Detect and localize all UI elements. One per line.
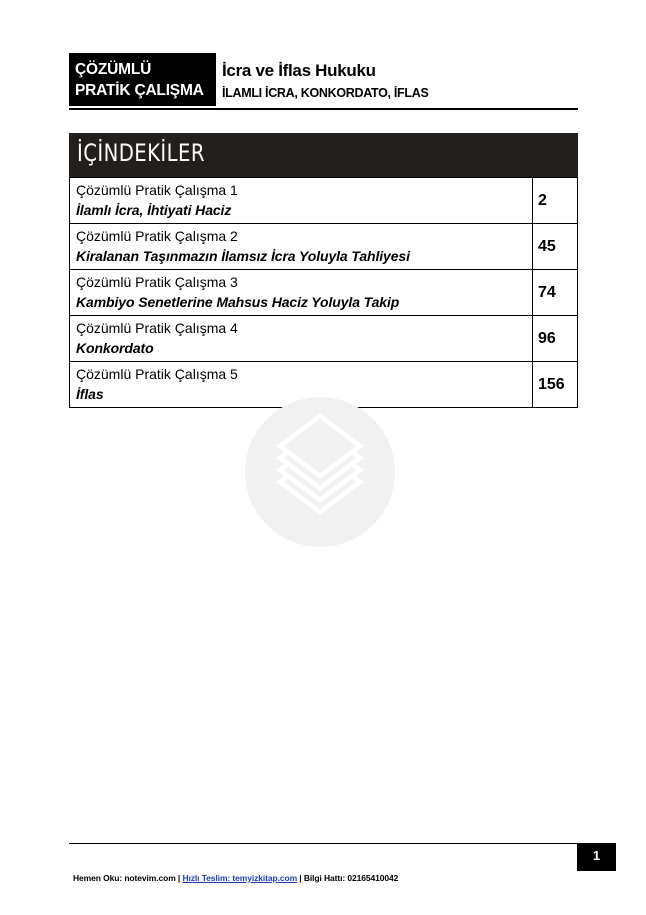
series-badge [69, 53, 216, 106]
toc-entry-title: İlamlı İcra, İhtiyati Haciz [76, 201, 232, 218]
toc-heading-bar [69, 133, 578, 177]
toc-entry-title: İflas [76, 385, 104, 402]
watermark-logo [245, 397, 395, 547]
toc-entry-title: Konkordato [76, 339, 154, 356]
toc-entry-label: Çözümlü Pratik Çalışma 1 [76, 181, 238, 198]
footer-divider [69, 843, 578, 844]
toc-entry-title: Kiralanan Taşınmazın İlamsız İcra Yoluyla Tahliyesi [76, 247, 410, 264]
badge-line-1: ÇÖZÜMLÜ [75, 61, 152, 78]
read-online-text: Hemen Oku: notevim.com [73, 873, 176, 883]
toc-entry-label: Çözümlü Pratik Çalışma 5 [76, 365, 238, 382]
stacked-layers-icon [245, 397, 395, 547]
toc-heading: İÇİNDEKİLER [77, 139, 205, 167]
footer-text: Hemen Oku: notevim.com | Hızlı Teslim: temyizkitap.com | Bilgi Hattı: 02165410042 [73, 873, 399, 883]
badge-line-2: PRATİK ÇALIŞMA [75, 82, 204, 99]
toc-entry-page: 45 [533, 224, 578, 270]
toc-entry-title: Kambiyo Senetlerine Mahsus Haciz Yoluyla Takip [76, 293, 400, 310]
toc-entry[interactable] [70, 316, 578, 362]
toc-table [69, 177, 578, 408]
toc-entry-label: Çözümlü Pratik Çalışma 2 [76, 227, 238, 244]
toc-entry[interactable] [70, 270, 578, 316]
toc-entry-page: 74 [533, 270, 578, 316]
toc-entry-page: 96 [533, 316, 578, 362]
toc-entry-page: 156 [533, 362, 578, 408]
delivery-link[interactable]: Hızlı Teslim: temyizkitap.com [182, 873, 298, 883]
toc-entry-label: Çözümlü Pratik Çalışma 4 [76, 319, 238, 336]
book-subtitle: İLAMLI İCRA, KONKORDATO, İFLAS [222, 86, 429, 100]
hotline-text: Bilgi Hattı: 02165410042 [303, 873, 399, 883]
header-divider [69, 108, 578, 110]
toc-entry-page: 2 [533, 178, 578, 224]
toc-entry-label: Çözümlü Pratik Çalışma 3 [76, 273, 238, 290]
table-of-contents [69, 133, 578, 408]
toc-entry[interactable] [70, 178, 578, 224]
book-title: İcra ve İflas Hukuku [222, 61, 376, 80]
toc-entry[interactable] [70, 224, 578, 270]
page-number: 1 [577, 843, 616, 871]
